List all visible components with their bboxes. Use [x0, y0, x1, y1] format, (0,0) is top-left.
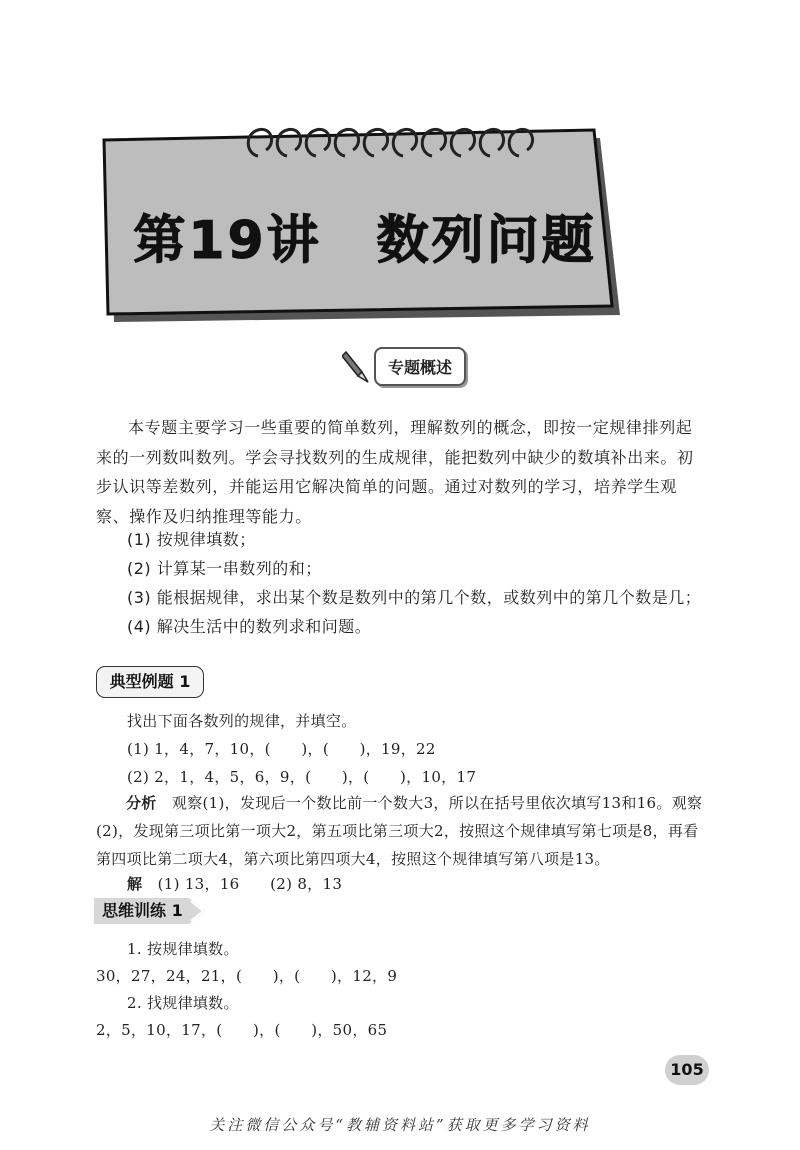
example-question-1: (1) 1，4，7，10，( )，( )，19，22: [127, 740, 436, 758]
example-analysis: [96, 789, 708, 873]
overview-item-1: (1) 按规律填数；: [127, 530, 256, 549]
footer-note: 关注微信公众号“教辅资料站”获取更多学习资料: [209, 1116, 591, 1134]
example-solution: [127, 873, 342, 894]
chapter-title: 第19讲 数列问题: [133, 211, 597, 271]
analysis-text: 观察(1)，发现后一个数比前一个数大3，所以在括号里依次填写13和16。观察(2)，发现第三项比第一项大2，第五项比第三项大2，按照这个规律填写第七项是8，再看第四项比第二项大4，第六项比第四项大4，按照这个规律填写第八项是13。: [96, 794, 703, 868]
page-number: 105: [665, 1055, 709, 1085]
example-label: 典型例题 1: [96, 666, 204, 698]
solution-label: 解: [127, 875, 143, 893]
training-label: 思维训练 1: [94, 898, 189, 924]
training-1-title: 1. 按规律填数。: [127, 940, 239, 958]
solution-text: (1) 13，16 (2) 8，13: [157, 875, 343, 893]
overview-label: 专题概述: [374, 347, 466, 386]
overview-item-2: (2) 计算某一串数列的和；: [127, 559, 322, 578]
example-question-2: (2) 2，1，4，5，6，9，( )，( )，10，17: [127, 768, 477, 786]
overview-item-3: (3) 能根据规律，求出某个数是数列中的第几个数，或数列中的第几个数是几；: [127, 588, 702, 607]
analysis-label: 分析: [126, 794, 157, 812]
training-2-sequence: 2，5，10，17，( )，( )，50，65: [96, 1021, 388, 1039]
example-prompt: 找出下面各数列的规律，并填空。: [127, 712, 357, 730]
overview-badge: [342, 346, 466, 386]
training-1-sequence: 30，27，24，21，( )，( )，12，9: [96, 967, 398, 985]
overview-item-4: (4) 解决生活中的数列求和问题。: [127, 617, 372, 636]
training-badge: [94, 896, 207, 926]
overview-paragraph: 本专题主要学习一些重要的简单数列，理解数列的概念，即按一定规律排列起来的一列数叫数列。学会寻找数列的生成规律，能把数列中缺少的数填补出来。初步认识等差数列，并能运用它解决简单的问题。通过对数列的学习，培养学生观察、操作及归纳推理等能力。: [96, 418, 694, 526]
training-2-title: 2. 找规律填数。: [127, 994, 239, 1012]
chapter-banner: [100, 110, 630, 325]
pencil-icon: [342, 348, 370, 384]
arrow-tab-icon: [189, 898, 207, 924]
